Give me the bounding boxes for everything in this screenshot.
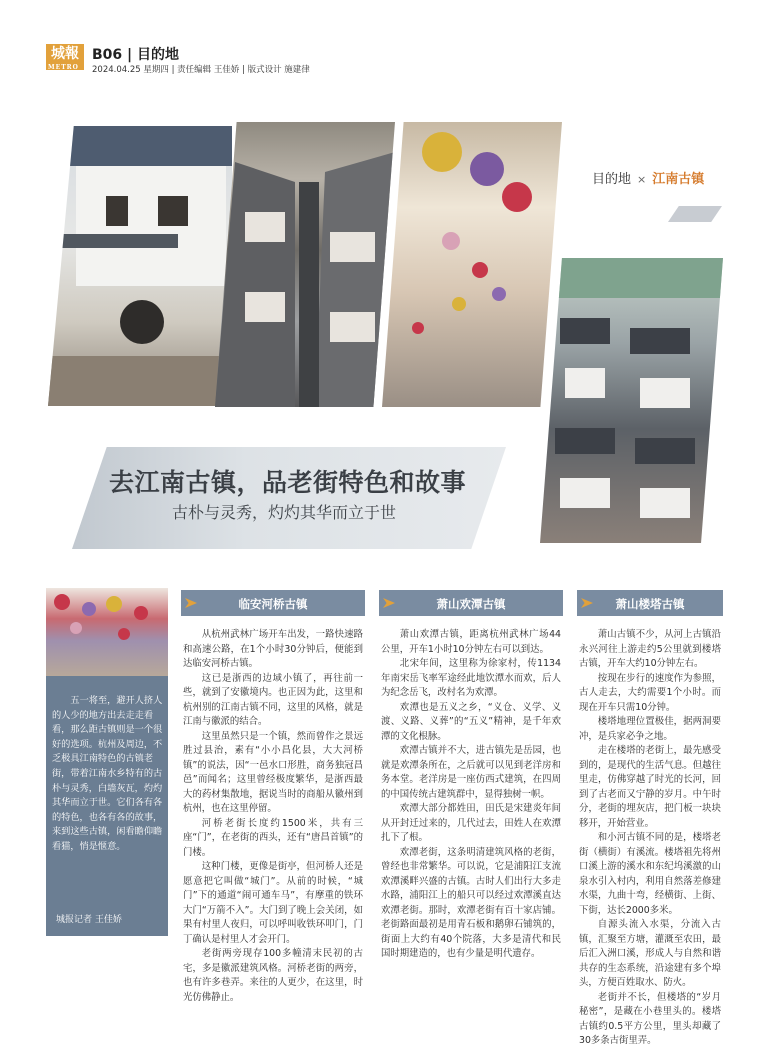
header-meta: 2024.04.25 星期四 | 责任编辑 王佳娇 | 版式设计 施建律	[92, 65, 310, 75]
section-body-louta	[579, 628, 721, 1049]
paragraph: 走在楼塔的老街上，最先感受到的，是现代的生活气息。但越往里走，仿佛穿越了时光的长河，回到了古老而又宁静的岁月。中午时分，老街的埋灰店，把门板一块块移开，开始营业。	[579, 745, 721, 829]
section-body-heqiao	[183, 628, 363, 1005]
paragraph: 北宋年间，这里称为徐家村，传1134年南宋岳飞率军途经此地饮潭水而欢，后人为纪念岳飞，改村名为欢潭。	[381, 658, 561, 698]
headline-subtitle: 古朴与灵秀，灼灼其华而立于世	[172, 503, 397, 522]
paragraph: 欢潭也是五义之乡，“义仓、义学、义渡、义路、义葬”的“五义”精神，是千年欢潭的文化根脉。	[381, 701, 561, 742]
section-title: 萧山欢潭古镇	[436, 597, 506, 611]
lantern-icon	[54, 594, 70, 610]
paragraph: 这已是浙西的边域小镇了，再往前一些，就到了安徽境内。也正因为此，这里和杭州别的江南古镇不同，这里的风格，就是江南与徽派的结合。	[183, 672, 363, 727]
paragraph: 从杭州武林广场开车出发，一路快速路和高速公路，在1个小时30分钟后，便能到达临安河桥古镇。	[183, 629, 363, 669]
destination-place: 江南古镇	[652, 172, 705, 187]
page-code: B06 | 目的地	[92, 47, 180, 63]
lantern-icon	[472, 262, 488, 278]
lantern-icon	[70, 622, 82, 634]
headline-title: 去江南古镇，品老街特色和故事	[109, 468, 467, 497]
newspaper-logo: 城報 METRO	[46, 44, 84, 70]
paragraph: 萧山欢潭古镇，距离杭州武林广场44公里，开车1小时10分钟左右可以到达。	[381, 629, 561, 655]
section-title: 萧山楼塔古镇	[615, 597, 685, 611]
section-title: 临安河桥古镇	[238, 597, 308, 611]
photo-lantern-small	[46, 588, 168, 676]
section-body-huantan	[381, 628, 561, 962]
paragraph: 和小河古镇不同的是，楼塔老街（横街）有溪流。楼塔祖先将州口溪上游的溪水和东纪坞溪激的山泉水引入村内，利用自然落差修建水渠，九曲十弯，经横街、上街、下街，达长2000多米。	[579, 832, 721, 916]
lantern-icon	[422, 132, 462, 172]
lantern-icon	[134, 606, 148, 620]
lantern-icon	[492, 287, 506, 301]
lantern-icon	[106, 596, 122, 612]
sidebar-byline: 城报记者 王佳娇	[56, 915, 122, 925]
paragraph: 欢潭古镇并不大，进古镇先是岳园，也就是欢潭条所在，之后就可以见到老洋房和务本堂。老洋房是一座仿西式建筑，在四周的中国传统古建筑群中，显得独树一帜。	[381, 745, 561, 800]
photo-old-town-gate	[48, 126, 232, 406]
paragraph: 按现在步行的速度作为参照，古人走去，大约需要1个小时。而现在开车只需10分钟。	[579, 672, 721, 713]
lantern-icon	[412, 322, 424, 334]
paragraph: 老街并不长，但楼塔的“岁月秘密”，是藏在小巷里头的。楼塔古镇约0.5平方公里，里头却藏了30多条古街里弄。	[579, 991, 721, 1046]
sidebar-intro: 五一将至，避开人挤人的人少的地方出去走走看看，那么距古镇则是一个很好的选项。杭州及周边，不乏极具江南特色的古镇老街，带着江南水乡特有的古朴与灵秀，白墙灰瓦，灼灼其华而立于世。它们各有各的特色，也各有各的故事，来到这些古镇，闲看瞻仰瞻看猫，悄是惬意。	[52, 695, 163, 852]
rooftops-illustration	[215, 122, 395, 407]
paragraph: 萧山古镇不少，从河上古镇沿永兴河往上游走约5公里就到楼塔古镇，开车大约10分钟左右。	[579, 629, 721, 669]
logo-sub: METRO	[48, 64, 79, 71]
paragraph: 自源头流入水渠，分流入古镇，汇聚至方塘，灌溉至农田，最后汇入洲口溪，形成人与自然和谐共存的生态系统，沿途建有多个埠头，方便百姓取水、防火。	[579, 919, 721, 988]
destination-separator: ×	[637, 173, 647, 186]
section-header-louta	[577, 590, 723, 616]
destination-label	[592, 168, 704, 187]
section-header-huantan	[379, 590, 563, 616]
house-illustration	[48, 126, 232, 406]
paragraph: 欢潭大部分都姓田，田氏是宋建炎年间从开封迁过来的，几代过去，田姓人在欢潭扎下了根。	[381, 803, 561, 843]
village-illustration	[540, 258, 723, 543]
lantern-icon	[470, 152, 504, 186]
lantern-icon	[82, 602, 96, 616]
photo-rooftops-alley	[215, 122, 395, 407]
paragraph: 河桥老街长度约1500米，共有三座“门”，在老街的西头，还有“唐昌首镇”的门楼。	[183, 817, 363, 858]
photo-village-aerial	[540, 258, 723, 543]
paragraph: 这种门楼，更像是街亭，但河桥人还是愿意把它叫做“城门”。从前的时候，“城门”下的通道“闹可通车马”，有摩重的铁环大门“万箭不入”。大门到了晚上会关闭，如果有村里人夜归，可以呼叫收铁环叩门，门丁确认是村里人才会开门。	[183, 861, 363, 945]
lantern-icon	[118, 628, 130, 640]
paragraph: 老街两旁现存100多幢清末民初的古宅，多是徽派建筑风格。河桥老街的两旁，也有许多巷弄。来往的人更少，在这里，时光仿佛静止。	[183, 948, 363, 1003]
section-header-heqiao	[181, 590, 365, 616]
paragraph: 欢潭老街，这条明清建筑风格的老街，曾经也非常繁华。可以说，它是浦阳江支流欢潭溪畔兴盛的古镇。古时人们出行大多走水路，浦阳江上的船只可以经过欢潭溪直达欢潭老街。那时，欢潭老街有百十家店铺。老街路面最初是用青石板和鹅卵石铺筑的，街面上大约有40个院落，大多是清代和民国时期建造的，也有少量是明代遗存。	[381, 846, 561, 959]
destination-label-text: 目的地	[592, 172, 632, 187]
photo-lantern-street	[382, 122, 562, 407]
lantern-icon	[502, 182, 532, 212]
lantern-icon	[452, 297, 466, 311]
lantern-icon	[442, 232, 460, 250]
paragraph: 楼塔地理位置极佳，据两洞要冲，是兵家必争之地。	[579, 716, 721, 742]
paragraph: 这里虽然只是一个镇，然而曾作之景远胜过县治，素有“小小昌化县，大大河桥镇”的说法，因“一邑水口形胜，商务独冠昌邑”而闻名；这里曾经极度繁华，是浙西最大的药材集散地，据说当时的商船从徽州到杭州，也在这里停留。	[183, 730, 363, 814]
